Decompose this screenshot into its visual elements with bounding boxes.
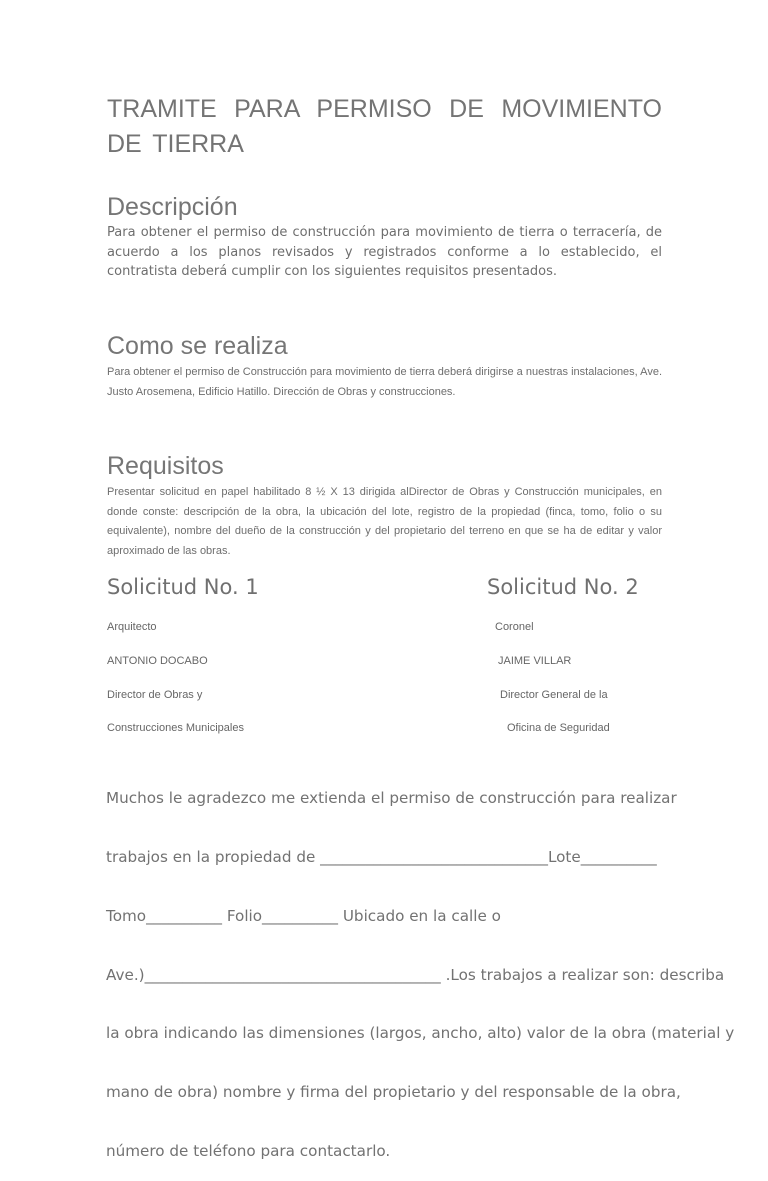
requisitos-heading: Requisitos <box>107 452 224 480</box>
solicitud-1-line: Arquitecto <box>107 621 157 633</box>
letter-line: Tomo__________ Folio__________ Ubicado en la calle o <box>106 906 501 925</box>
solicitud-2-line: JAIME VILLAR <box>498 655 572 667</box>
solicitud-2-line: Coronel <box>495 621 534 633</box>
requisitos-text: Presentar solicitud en papel habilitado 8 ½ X 13 dirigida alDirector de Obras y Construcción municipales, en donde conste: descripción de la obra, la ubicación del lote, registro de la propiedad (finca, tomo, folio o su equivalente), nombre del dueño de la construcción y del propietario del terreno en que se ha de editar y valor aproximado de las obras. <box>107 486 662 557</box>
letter-line: Muchos le agradezco me extienda el permiso de construcción para realizar <box>106 789 677 808</box>
solicitud-1-line: Construcciones Municipales <box>107 722 244 734</box>
letter-body <box>106 750 736 1181</box>
como-heading: Como se realiza <box>107 332 288 360</box>
letter-line: mano de obra) nombre y firma del propietario y del responsable de la obra, <box>106 1083 681 1102</box>
letter-line: trabajos en la propiedad de ______________________________Lote__________ <box>106 847 657 866</box>
solicitud-1-line: Director de Obras y <box>107 689 203 701</box>
solicitud-2-heading: Solicitud No. 2 <box>487 575 639 599</box>
descripcion-text: Para obtener el permiso de construcción para movimiento de tierra o terracería, de acuerdo a los planos revisados y registrados conforme a lo establecido, el contratista deberá cumplir con los siguientes requisitos presentados. <box>107 225 662 279</box>
solicitud-1-line: ANTONIO DOCABO <box>107 655 208 667</box>
page-title: TRAMITE PARA PERMISO DE MOVIMIENTO DE TIERRA <box>107 95 662 158</box>
letter-line: número de teléfono para contactarlo. <box>106 1141 391 1160</box>
solicitud-1-heading: Solicitud No. 1 <box>107 575 259 599</box>
descripcion-heading: Descripción <box>107 193 238 221</box>
como-text: Para obtener el permiso de Construcción para movimiento de tierra deberá dirigirse a nuestras instalaciones, Ave. Justo Arosemena, Edificio Hatillo. Dirección de Obras y construcciones. <box>107 366 662 398</box>
solicitud-2-line: Director General de la <box>500 689 608 701</box>
solicitud-2-line: Oficina de Seguridad <box>507 722 610 734</box>
letter-line: Ave.)_______________________________________ .Los trabajos a realizar son: describa <box>106 965 725 984</box>
letter-line: la obra indicando las dimensiones (largos, ancho, alto) valor de la obra (material y <box>106 1024 735 1043</box>
